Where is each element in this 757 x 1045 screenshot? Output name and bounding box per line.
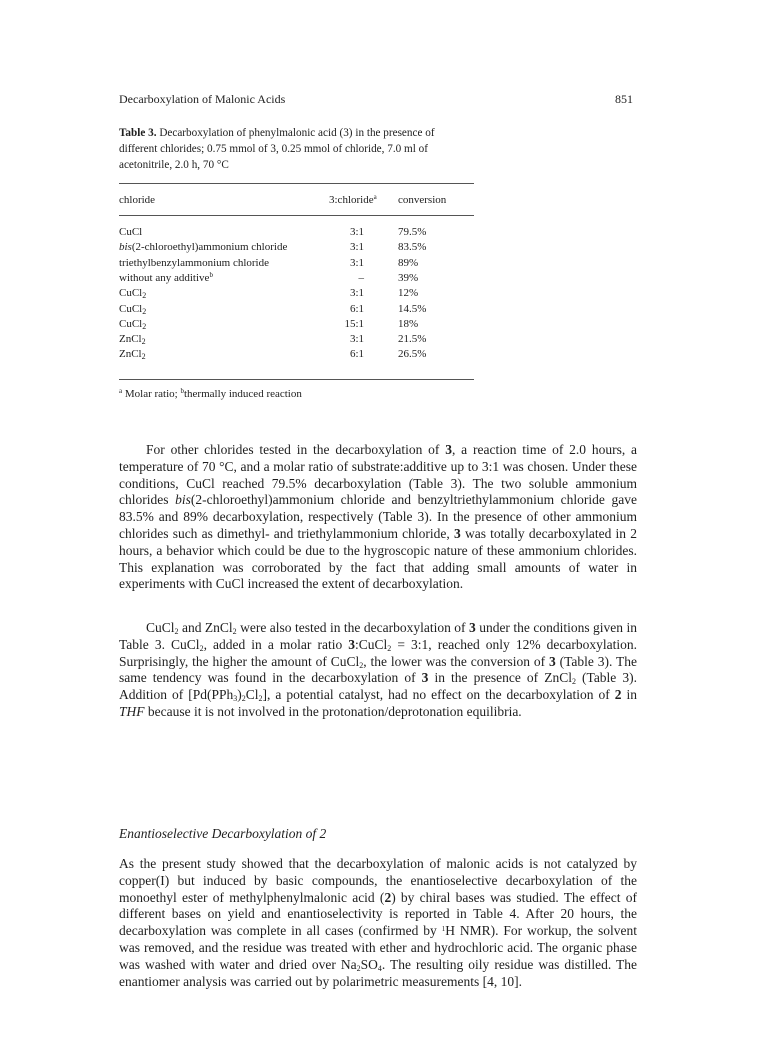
cell-conversion: 89% [398, 256, 419, 269]
table-row [119, 240, 474, 256]
cell-chloride: ZnCl$_2$ [119, 333, 146, 347]
table-row [119, 286, 474, 302]
table-row [119, 225, 474, 241]
table-row [119, 302, 474, 318]
section-heading: Enantioselective Decarboxylation of 2 [119, 826, 327, 841]
table-row [119, 271, 474, 287]
cell-conversion: 18% [398, 317, 419, 330]
table-caption-text: Decarboxylation of phenylmalonic acid (3) in the presence of different chlorides; 0.75 mmol of 3, 0.25 mmol of chloride, 7.0 ml of acetonitrile, 2.0 h, 70 °C [119, 127, 435, 171]
cell-chloride: CuCl$_2$ [119, 287, 147, 301]
cell-ratio: 3:1 [349, 287, 364, 300]
table-bottom-rule [119, 379, 474, 380]
col-header-ratio: 3:chloride$^a$ [329, 193, 377, 206]
table-label: Table 3. [119, 127, 157, 139]
cell-ratio: 3:1 [349, 241, 364, 254]
table-footnote: $^a$ Molar ratio; $^b$thermally induced reaction [119, 387, 302, 400]
cell-chloride: triethylbenzylammonium chloride [119, 256, 269, 269]
table-header-row [119, 187, 474, 217]
cell-ratio: – [358, 271, 364, 284]
cell-conversion: 83.5% [398, 241, 427, 254]
paragraph-1: For other chlorides tested in the decarboxylation of 3, a reaction time of 2.0 hours, a temperature of 70 °C, and a molar ratio of substrate:additive up to 3:1 was chosen. Under these conditions, CuCl reached 79.5% decarboxylation (Table 3). The two soluble ammonium chlorides bis(2-chloroethyl)ammonium chloride and benzyltriethylammonium chloride gave 83.5% and 89% decarboxylation, respectively (Table 3). In the presence of other ammonium chlorides such as dimethyl- and triethylammonium chloride, 3 was totally decarboxylated in 2 hours, a behavior which could be due to the hygroscopic nature of these ammonium chlorides. This explanation was corroborated by the fact that adding small amounts of water in experiments with CuCl increased the extent of decarboxylation. [119, 442, 638, 592]
table-row [119, 332, 474, 348]
table-top-rule [119, 183, 474, 184]
cell-conversion: 12% [398, 287, 419, 300]
cell-ratio: 3:1 [349, 333, 364, 346]
table-row [119, 317, 474, 333]
table-row [119, 347, 474, 363]
running-head: Decarboxylation of Malonic Acids [119, 92, 286, 106]
paragraph-3: As the present study showed that the decarboxylation of malonic acids is not catalyzed by copper(I) but induced by basic compounds, the enantioselective decarboxylation of the monoethyl ester of methylphenylmalonic acid (2) by chiral bases was studied. The effect of different bases on yield and enantioselectivity is reported in Table 4. After 20 hours, the decarboxylation was complete in all cases (confirmed by $^1$H NMR). For workup, the solvent was removed, and the residue was treated with ether and hydrochloric acid. The organic phase was washed with water and dried over $Na_2SO_4$. The resulting oily residue was distilled. The enantiomer analysis was carried out by polarimetric measurements [4, 10]. [119, 856, 637, 989]
table-row [119, 256, 474, 272]
cell-chloride: without any additive$^b$ [119, 270, 213, 284]
cell-conversion: 26.5% [398, 348, 427, 361]
col-header-conversion: conversion [398, 194, 447, 206]
table-caption [119, 125, 475, 173]
col-header-chloride: chloride [119, 194, 156, 206]
cell-ratio: 6:1 [349, 302, 364, 315]
cell-chloride: CuCl$_2$ [119, 302, 147, 316]
cell-chloride: CuCl$_2$ [119, 317, 147, 331]
cell-ratio: 6:1 [349, 348, 364, 361]
cell-chloride: CuCl [119, 226, 143, 238]
cell-chloride: ZnCl$_2$ [119, 348, 146, 362]
page-number: 851 [615, 92, 633, 106]
cell-ratio: 15:1 [344, 317, 364, 330]
cell-conversion: 14.5% [398, 302, 427, 315]
cell-ratio: 3:1 [349, 226, 364, 238]
cell-conversion: 39% [398, 271, 419, 284]
cell-conversion: 79.5% [398, 226, 427, 238]
cell-conversion: 21.5% [398, 333, 427, 346]
paragraph-2: CuCl$_2$ and ZnCl$_2$ were also tested in the decarboxylation of 3 under the conditions given in Table 3. CuCl$_2$, added in a molar ratio 3:CuCl$_2$ = 3:1, reached only 12% decarboxylation. Surprisingly, the higher the amount of CuCl$_2$, the lower was the conversion of 3 (Table 3). The same tendency was found in the decarboxylation of 3 in the presence of ZnCl$_2$ (Table 3). Addition of $[Pd(PPh_3)_2Cl_2]$, a potential catalyst, had no effect on the decarboxylation of 2 in THF because it is not involved in the protonation/deprotonation equilibria. [119, 620, 637, 719]
cell-ratio: 3:1 [349, 256, 364, 269]
cell-chloride: bis(2-chloroethyl)ammonium chloride [119, 241, 288, 254]
